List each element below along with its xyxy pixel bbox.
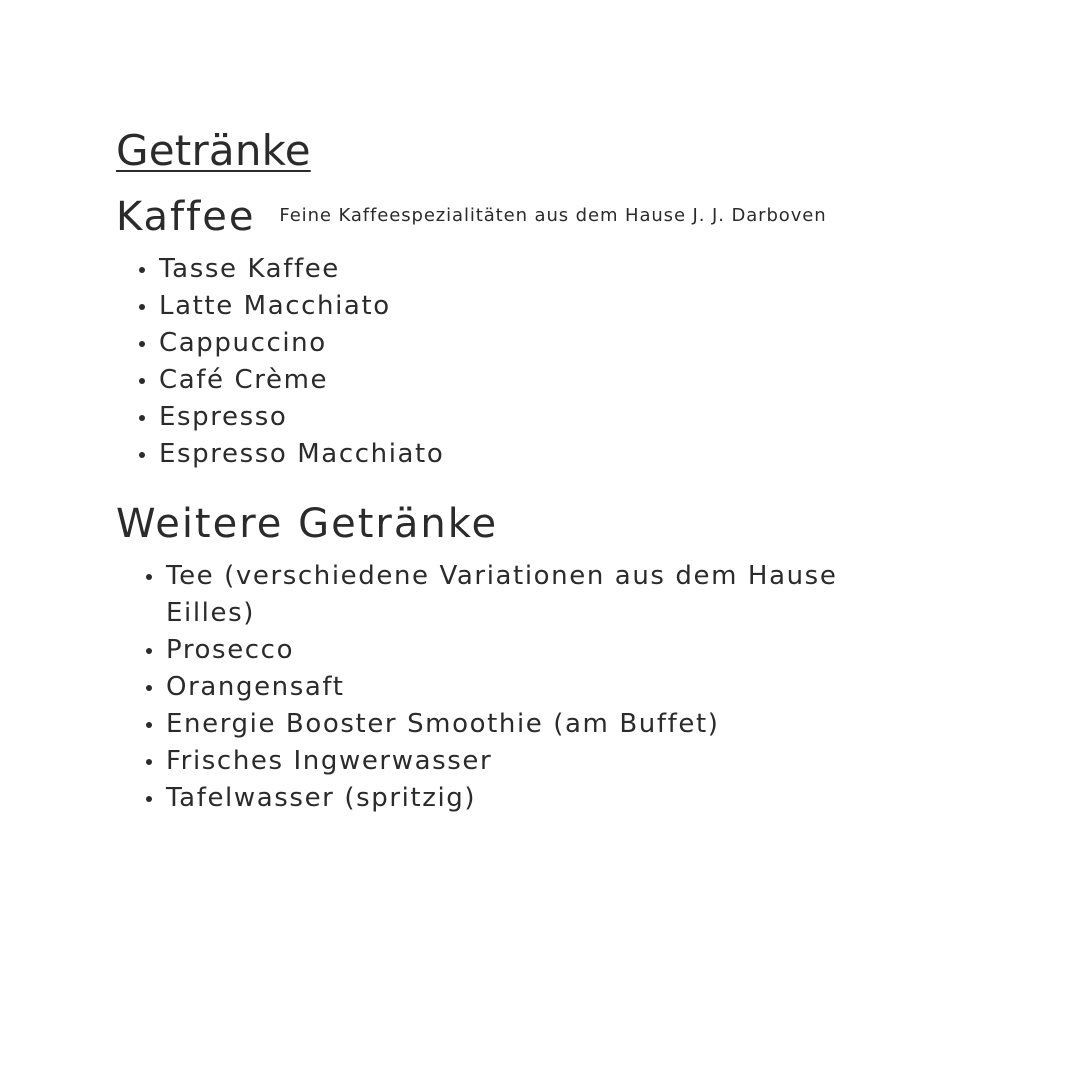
coffee-heading: Kaffee <box>116 194 256 240</box>
other-drinks-heading: Weitere Getränke <box>116 501 499 547</box>
coffee-section-header <box>116 195 916 239</box>
other-drinks-list <box>116 558 896 817</box>
list-item: Cappuccino <box>116 325 916 362</box>
list-item: Prosecco <box>116 632 896 669</box>
list-item: Tafelwasser (spritzig) <box>116 780 896 817</box>
drinks-menu <box>116 126 916 817</box>
list-item: Espresso Macchiato <box>116 436 916 473</box>
coffee-list <box>116 251 916 473</box>
list-item: Orangensaft <box>116 669 896 706</box>
page-title: Getränke <box>116 126 311 175</box>
list-item: Frisches Ingwerwasser <box>116 743 896 780</box>
list-item: Tasse Kaffee <box>116 251 916 288</box>
list-item: Latte Macchiato <box>116 288 916 325</box>
list-item: Espresso <box>116 399 916 436</box>
coffee-subtitle: Feine Kaffeespezialitäten aus dem Hause J. J. Darboven <box>279 205 827 226</box>
other-drinks-section <box>116 502 916 817</box>
list-item: Tee (verschiedene Variationen aus dem Hause Eilles) <box>116 558 896 632</box>
list-item: Café Crème <box>116 362 916 399</box>
list-item: Energie Booster Smoothie (am Buffet) <box>116 706 896 743</box>
